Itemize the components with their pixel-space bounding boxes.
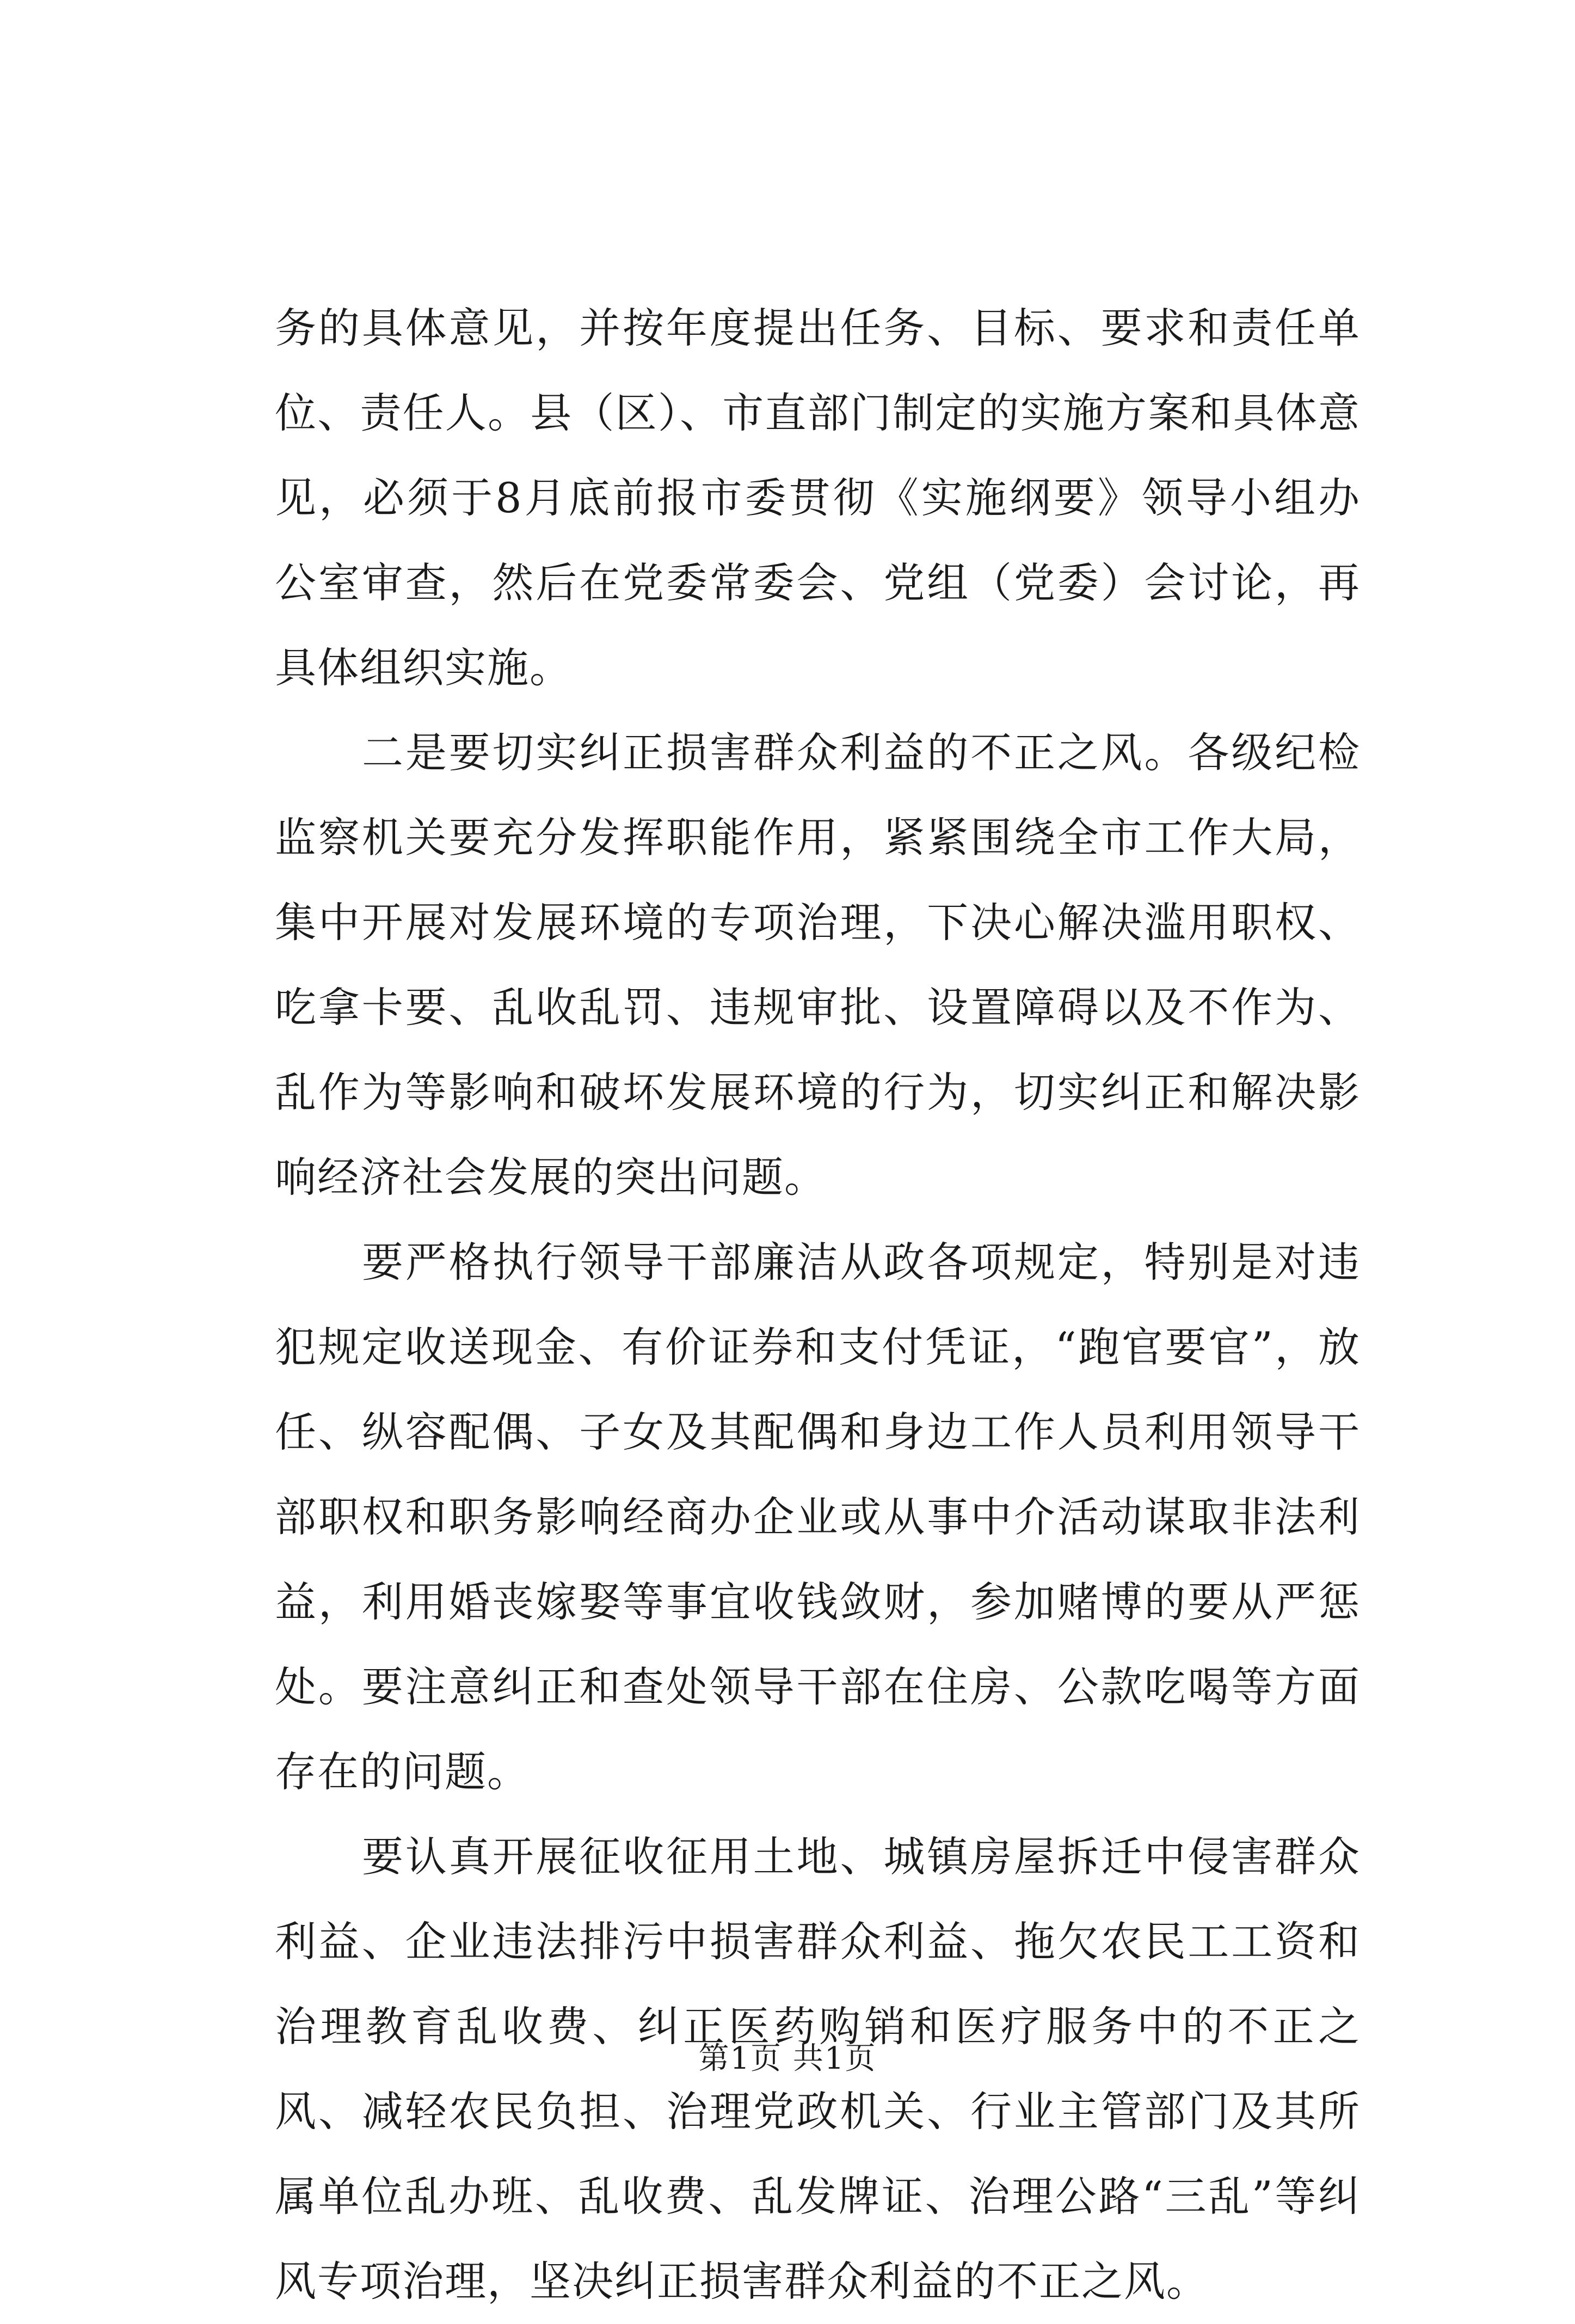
paragraph-continuation: 务的具体意见，并按年度提出任务、目标、要求和责任单位、责任人。县（区）、市直部门制定的实施方案和具体意见，必须于8月底前报市委贯彻《实施纲要》领导小组办公室审查，然后在党委常委会、党组（党委）会讨论，再具体组织实施。 (275, 304, 1361, 692)
paragraph-correct-unhealthy-practices: 二是要切实纠正损害群众利益的不正之风。各级纪检监察机关要充分发挥职能作用，紧紧围绕全市工作大局，集中开展对发展环境的专项治理，下决心解决滥用职权、吃拿卡要、乱收乱罚、违规审批、设置障碍以及不作为、乱作为等影响和破坏发展环境的行为，切实纠正和解决影响经济社会发展的突出问题。 (275, 728, 1361, 1201)
paragraph-integrity-regulations: 要严格执行领导干部廉洁从政各项规定，特别是对违犯规定收送现金、有价证券和支付凭证，“跑官要官”，放任、纵容配偶、子女及其配偶和身边工作人员利用领导干部职权和职务影响经商办企业或从事中介活动谋取非法利益，利用婚丧嫁娶等事宜收钱敛财，参加赌博的要从严惩处。要注意纠正和查处领导干部在住房、公款吃喝等方面存在的问题。 (275, 1238, 1361, 1796)
page-footer: 第1页 共1页 (698, 2041, 877, 2076)
paragraph-special-governance: 要认真开展征收征用土地、城镇房屋拆迁中侵害群众利益、企业违法排污中损害群众利益、拖欠农民工工资和治理教育乱收费、纠正医药购销和医疗服务中的不正之风、减轻农民负担、治理党政机关、行业主管部门及其所属单位乱办班、乱收费、乱发牌证、治理公路“三乱”等纠风专项治理，坚决纠正损害群众利益的不正之风。 (275, 1832, 1361, 2305)
document-body (275, 286, 1361, 2324)
